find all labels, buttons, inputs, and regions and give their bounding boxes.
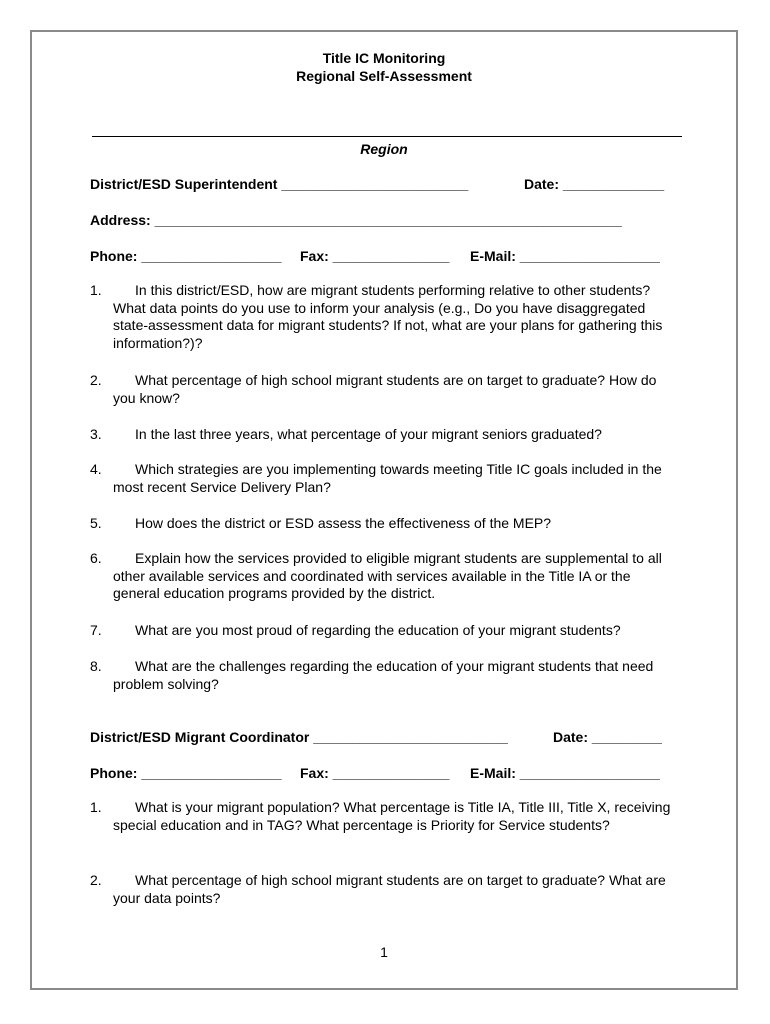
- document-subtitle: Regional Self-Assessment: [296, 68, 472, 84]
- superintendent-field[interactable]: District/ESD Superintendent ________________________: [90, 176, 469, 192]
- question-number: 1.: [90, 799, 102, 815]
- superintendent-phone-field[interactable]: Phone: __________________: [90, 248, 282, 264]
- question-item: [90, 515, 680, 533]
- question-item: [90, 461, 680, 496]
- question-number: 4.: [90, 461, 102, 477]
- question-text: Which strategies are you implementing towards meeting Title IC goals included in the most recent Service Delivery Plan?: [113, 461, 662, 495]
- question-item: [90, 622, 680, 640]
- question-item: [90, 550, 680, 603]
- superintendent-fax-field[interactable]: Fax: _______________: [300, 248, 450, 264]
- question-number: 1.: [90, 282, 102, 298]
- coordinator-date-field[interactable]: Date: _________: [553, 729, 662, 745]
- question-number: 2.: [90, 372, 102, 388]
- question-item: [90, 426, 680, 444]
- question-number: 3.: [90, 426, 102, 442]
- question-text: What percentage of high school migrant students are on target to graduate? What are your data points?: [113, 872, 666, 906]
- question-item: [90, 658, 680, 693]
- question-text: How does the district or ESD assess the effectiveness of the MEP?: [135, 515, 552, 531]
- question-number: 8.: [90, 658, 102, 674]
- document-page: [30, 30, 738, 990]
- document-title: Title IC Monitoring: [322, 50, 446, 66]
- question-item: [90, 372, 680, 407]
- region-rule: [92, 136, 682, 137]
- question-number: 7.: [90, 622, 102, 638]
- superintendent-date-field[interactable]: Date: _____________: [524, 176, 665, 192]
- question-item: [90, 282, 680, 352]
- question-number: 6.: [90, 550, 102, 566]
- question-text: Explain how the services provided to eligible migrant students are supplemental to all other available services and coordinated with services available in the Title IA or the general education programs provided by the district.: [113, 550, 662, 601]
- question-number: 5.: [90, 515, 102, 531]
- question-item: [90, 872, 680, 907]
- question-text: What are the challenges regarding the education of your migrant students that need problem solving?: [113, 658, 654, 692]
- region-label: Region: [360, 141, 408, 157]
- question-text: What percentage of high school migrant students are on target to graduate? How do you know?: [113, 372, 657, 406]
- coordinator-email-field[interactable]: E-Mail: __________________: [470, 765, 660, 781]
- coordinator-field[interactable]: District/ESD Migrant Coordinator _________________________: [90, 729, 508, 745]
- coordinator-fax-field[interactable]: Fax: _______________: [300, 765, 450, 781]
- coordinator-phone-field[interactable]: Phone: __________________: [90, 765, 282, 781]
- address-field[interactable]: Address: ____________________________________________________________: [90, 212, 622, 228]
- question-text: What is your migrant population? What percentage is Title IA, Title III, Title X, receiving special education and in TAG? What percentage is Priority for Service students?: [113, 799, 671, 833]
- question-text: In this district/ESD, how are migrant students performing relative to other students? What data points do you use to inform your analysis (e.g., Do you have disaggregated state-assessment data for migrant students? If not, what are your plans for gathering this information?)?: [113, 282, 663, 351]
- question-item: [90, 799, 680, 834]
- question-text: What are you most proud of regarding the education of your migrant students?: [135, 622, 621, 638]
- page-number: 1: [380, 944, 388, 960]
- question-text: In the last three years, what percentage of your migrant seniors graduated?: [135, 426, 602, 442]
- question-number: 2.: [90, 872, 102, 888]
- superintendent-email-field[interactable]: E-Mail: __________________: [470, 248, 660, 264]
